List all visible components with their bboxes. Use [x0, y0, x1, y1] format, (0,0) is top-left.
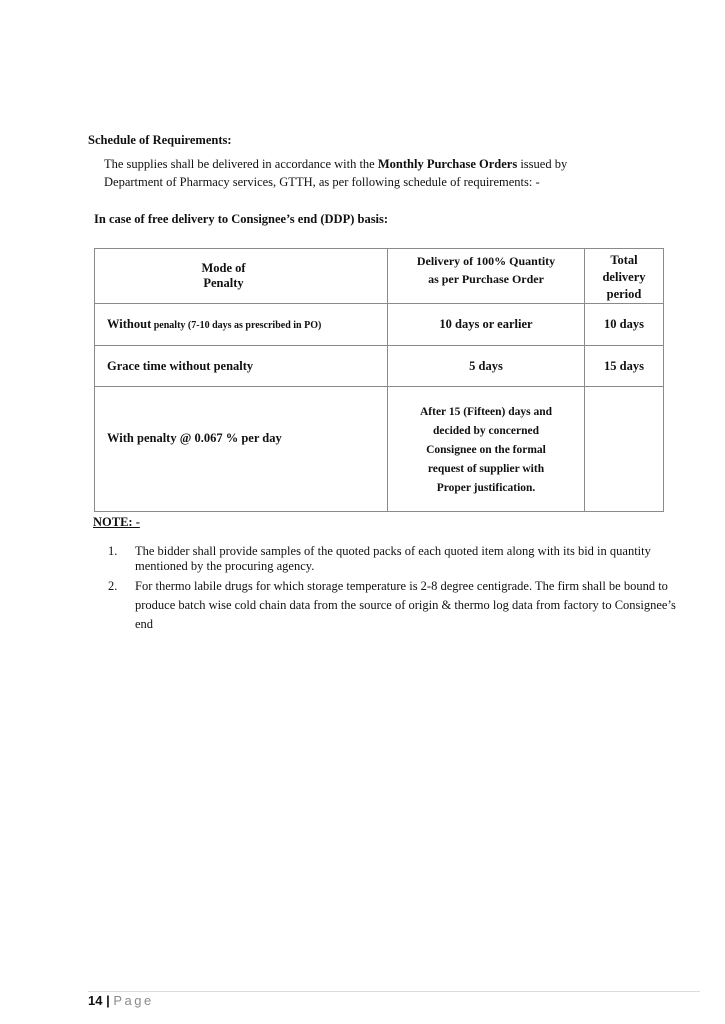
list-number: 1. [108, 544, 118, 558]
footer-divider [88, 991, 700, 992]
header-delivery [388, 249, 585, 304]
header-mode [95, 249, 388, 304]
intro-line-2: Department of Pharmacy services, GTTH, as per following schedule of requirements: - [104, 175, 540, 189]
cell-text: After 15 (Fifteen) days and [419, 405, 553, 418]
cell-mode: With penalty @ 0.067 % per day [95, 387, 388, 512]
cell-text: Consignee on the formal [426, 443, 546, 456]
cell-mode [95, 304, 388, 346]
intro-text: The supplies shall be delivered in accordance with the [104, 157, 378, 171]
cell-text: request of supplier with [427, 462, 545, 475]
intro-paragraph [104, 155, 664, 191]
list-item [108, 577, 696, 634]
cell-total: 10 days [585, 304, 664, 346]
cell-text: Without [107, 317, 152, 331]
table-header-row [95, 249, 664, 304]
cell-mode: Grace time without penalty [95, 346, 388, 387]
table-row [95, 304, 664, 346]
header-text: period [606, 287, 642, 301]
table-row [95, 346, 664, 387]
notes-list [108, 544, 696, 634]
cell-delivery [388, 387, 585, 512]
ddp-heading: In case of free delivery to Consignee’s end (DDP) basis: [94, 212, 389, 226]
header-text: Total [610, 253, 638, 267]
list-item [108, 544, 696, 574]
header-text: as per Purchase Order [428, 272, 544, 286]
header-text: Delivery of 100% Quantity [416, 254, 556, 268]
page-number: 14 [88, 993, 103, 1008]
header-text: Mode of [201, 261, 246, 275]
header-text: delivery [602, 270, 646, 284]
cell-total [585, 387, 664, 512]
cell-text: Proper justification. [436, 481, 536, 494]
page-word: Page [113, 993, 154, 1008]
list-text: The bidder shall provide samples of the quoted packs of each quoted item along with its bid in quantity mentioned by the procuring agency. [135, 544, 651, 573]
list-text: For thermo labile drugs for which storage temperature is 2-8 degree centigrade. The firm shall be bound to produce batch wise cold chain data from the source of origin & thermo log data from factory to Consignee’s end [135, 579, 676, 631]
section-heading: Schedule of Requirements: [88, 133, 232, 147]
table-row [95, 387, 664, 512]
header-total [585, 249, 664, 304]
header-text: Penalty [203, 276, 244, 290]
schedule-table [94, 248, 664, 512]
cell-text: decided by concerned [432, 424, 540, 437]
cell-small-text: penalty (7-10 days as prescribed in PO) [151, 320, 322, 331]
cell-delivery: 10 days or earlier [388, 304, 585, 346]
cell-total: 15 days [585, 346, 664, 387]
page-footer [88, 993, 154, 1008]
intro-bold-text: Monthly Purchase Orders [377, 157, 518, 171]
footer-separator: | [102, 993, 114, 1008]
note-heading: NOTE: - [93, 515, 140, 529]
cell-delivery: 5 days [388, 346, 585, 387]
list-number: 2. [108, 579, 118, 593]
intro-text-end: issued by [517, 157, 568, 171]
